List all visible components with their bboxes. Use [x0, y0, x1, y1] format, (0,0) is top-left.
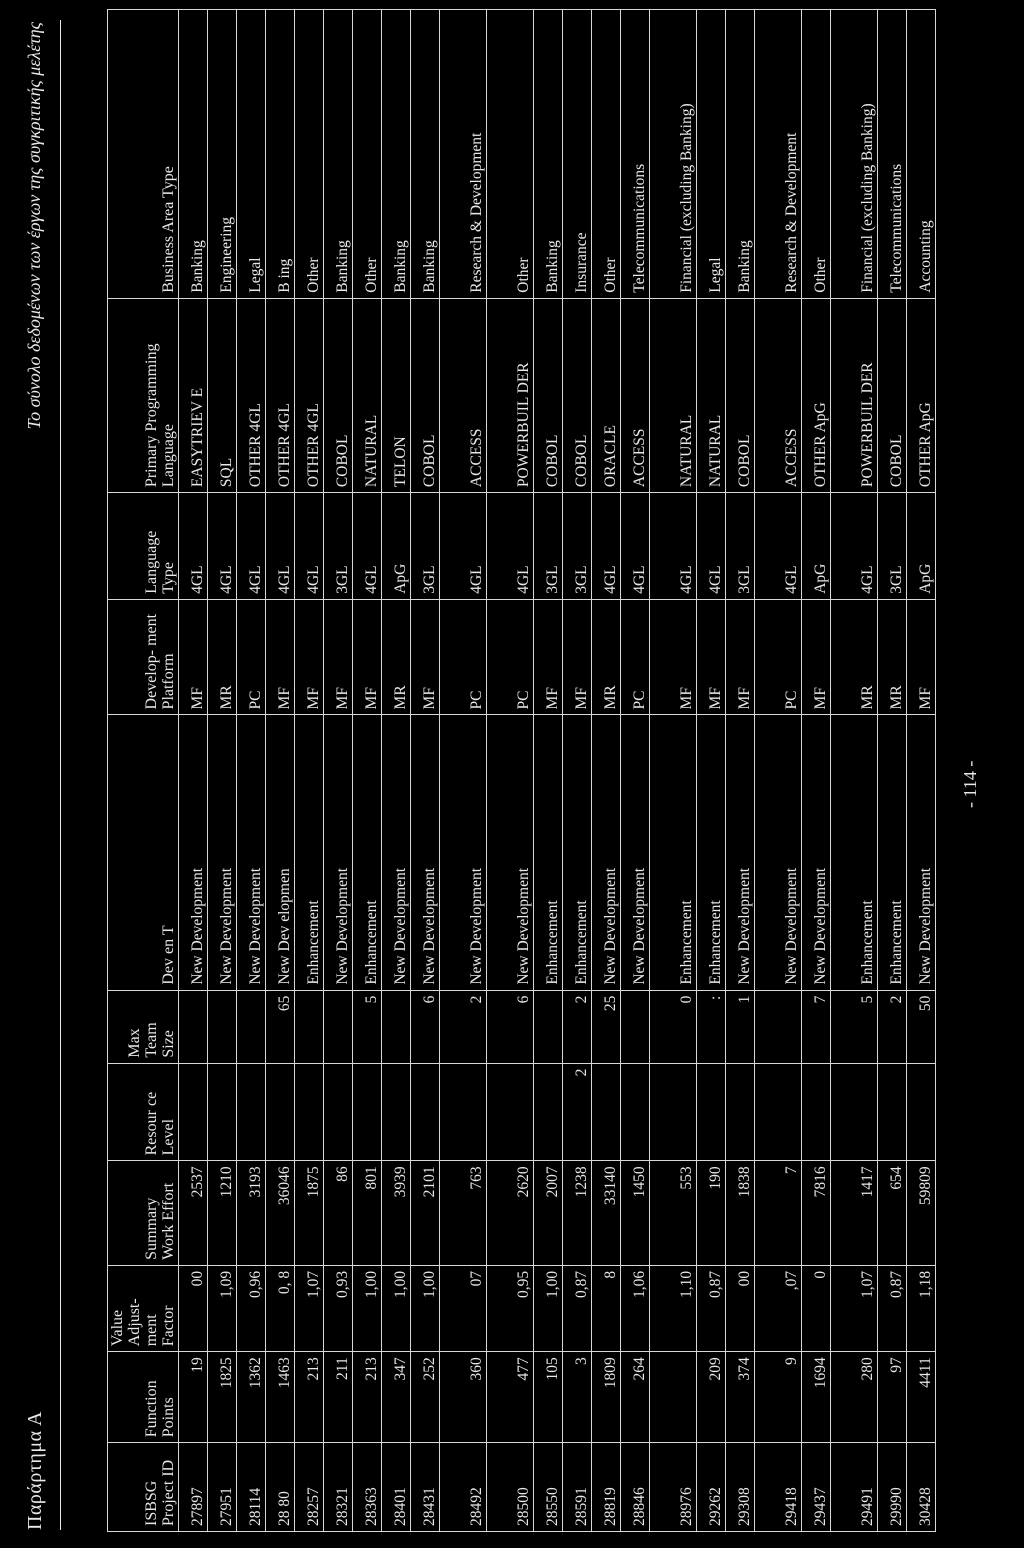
table-cell: Enhancement: [534, 715, 563, 990]
table-cell: Insurance: [563, 10, 592, 299]
table-cell: ACCESS: [440, 298, 487, 492]
table-cell: 4GL: [266, 493, 295, 600]
table-cell: 1,00: [411, 1265, 440, 1351]
table-cell: 30428: [907, 1443, 936, 1532]
table-cell: 190: [697, 1161, 726, 1265]
table-cell: [878, 1063, 907, 1161]
table-cell: MF: [650, 599, 697, 715]
table-row: [563, 10, 592, 1532]
table-cell: New Dev elopmen: [266, 715, 295, 990]
table-cell: Banking: [382, 10, 411, 299]
table-cell: New Development: [208, 715, 237, 990]
table-cell: PC: [621, 599, 650, 715]
table-cell: 1,07: [831, 1265, 878, 1351]
table-cell: 4GL: [592, 493, 621, 600]
table-cell: 2: [440, 990, 487, 1063]
table-cell: 1,00: [534, 1265, 563, 1351]
table-cell: 2: [878, 990, 907, 1063]
table-cell: New Development: [382, 715, 411, 990]
table-row: [295, 10, 324, 1532]
table-cell: 4GL: [650, 493, 697, 600]
table-cell: COBOL: [411, 298, 440, 492]
table-cell: Accounting: [907, 10, 936, 299]
dataset-caption: Το σύνολο δεδομένων των έργων της συγκριτικής μελέτης: [24, 22, 44, 430]
table-cell: Other: [802, 10, 831, 299]
table-cell: ,07: [755, 1265, 802, 1351]
table-cell: 28819: [592, 1443, 621, 1532]
table-cell: 3GL: [563, 493, 592, 600]
table-cell: COBOL: [324, 298, 353, 492]
table-cell: 1417: [831, 1161, 878, 1265]
col-header: Language Type: [108, 493, 179, 600]
table-cell: New Development: [411, 715, 440, 990]
table-cell: PC: [237, 599, 266, 715]
table-cell: COBOL: [563, 298, 592, 492]
table-cell: 763: [440, 1161, 487, 1265]
table-cell: [237, 990, 266, 1063]
table-cell: 4GL: [237, 493, 266, 600]
table-cell: MF: [353, 599, 382, 715]
table-cell: 209: [697, 1352, 726, 1443]
table-cell: [411, 1063, 440, 1161]
table-row: [487, 10, 534, 1532]
table-cell: TELON: [382, 298, 411, 492]
table-cell: 6: [487, 990, 534, 1063]
table-cell: 801: [353, 1161, 382, 1265]
table-cell: 0,96: [237, 1265, 266, 1351]
table-cell: [831, 1063, 878, 1161]
table-cell: [907, 1063, 936, 1161]
table-cell: New Development: [802, 715, 831, 990]
table-cell: New Development: [440, 715, 487, 990]
table-cell: 1825: [208, 1352, 237, 1443]
table-row: [266, 10, 295, 1532]
table-cell: 3939: [382, 1161, 411, 1265]
table-cell: 1463: [266, 1352, 295, 1443]
table-cell: New Development: [755, 715, 802, 990]
table-cell: Other: [592, 10, 621, 299]
table-row: [382, 10, 411, 1532]
table-cell: 0,87: [563, 1265, 592, 1351]
appendix-title: Παράρτημα Α: [24, 1411, 46, 1530]
table-cell: 553: [650, 1161, 697, 1265]
table-cell: 1450: [621, 1161, 650, 1265]
table-cell: Banking: [534, 10, 563, 299]
table-cell: New Development: [324, 715, 353, 990]
table-cell: [697, 1063, 726, 1161]
table-cell: MF: [324, 599, 353, 715]
col-header: Max Team Size: [108, 990, 179, 1063]
table-cell: 4GL: [755, 493, 802, 600]
table-cell: 2007: [534, 1161, 563, 1265]
table-cell: Legal: [697, 10, 726, 299]
table-row: [411, 10, 440, 1532]
table-cell: MF: [179, 599, 208, 715]
table-cell: 1838: [726, 1161, 755, 1265]
table-cell: 654: [878, 1161, 907, 1265]
table-cell: PC: [440, 599, 487, 715]
table-cell: Financial (excluding Banking): [831, 10, 878, 299]
table-cell: 19: [179, 1352, 208, 1443]
table-cell: MR: [592, 599, 621, 715]
table-cell: ApG: [802, 493, 831, 600]
table-cell: MR: [382, 599, 411, 715]
table-cell: ApG: [907, 493, 936, 600]
table-cell: 4GL: [208, 493, 237, 600]
table-cell: [650, 1352, 697, 1443]
table-cell: ORACLE: [592, 298, 621, 492]
table-cell: Research & Development: [755, 10, 802, 299]
table-cell: 252: [411, 1352, 440, 1443]
table-cell: New Development: [179, 715, 208, 990]
table-cell: Financial (excluding Banking): [650, 10, 697, 299]
table-cell: NATURAL: [353, 298, 382, 492]
table-cell: 0, 8: [266, 1265, 295, 1351]
table-cell: 6: [411, 990, 440, 1063]
table-cell: 28 80: [266, 1443, 295, 1532]
table-cell: 29491: [831, 1443, 878, 1532]
table-cell: 59809: [907, 1161, 936, 1265]
table-cell: [534, 990, 563, 1063]
table-cell: Enhancement: [697, 715, 726, 990]
table-cell: 3: [563, 1352, 592, 1443]
table-row: [179, 10, 208, 1532]
table-cell: 2101: [411, 1161, 440, 1265]
table-cell: [440, 1063, 487, 1161]
table-cell: 50: [907, 990, 936, 1063]
table-cell: 4411: [907, 1352, 936, 1443]
table-cell: NATURAL: [697, 298, 726, 492]
table-cell: 2537: [179, 1161, 208, 1265]
table-cell: 28550: [534, 1443, 563, 1532]
table-cell: 28363: [353, 1443, 382, 1532]
table-cell: New Development: [237, 715, 266, 990]
table-cell: 280: [831, 1352, 878, 1443]
table-cell: OTHER ApG: [802, 298, 831, 492]
table-cell: [650, 1063, 697, 1161]
table-cell: MF: [295, 599, 324, 715]
table-cell: 0,93: [324, 1265, 353, 1351]
table-cell: 1,09: [208, 1265, 237, 1351]
table-header-row: [108, 10, 179, 1532]
table-cell: 1809: [592, 1352, 621, 1443]
table-row: [802, 10, 831, 1532]
col-header: Business Area Type: [108, 10, 179, 299]
table-cell: Telecommunications: [878, 10, 907, 299]
table-cell: 4GL: [440, 493, 487, 600]
table-cell: Other: [353, 10, 382, 299]
table-cell: New Development: [621, 715, 650, 990]
table-cell: Banking: [179, 10, 208, 299]
projects-table: [107, 9, 936, 1532]
table-cell: 1: [726, 990, 755, 1063]
table-cell: [179, 1063, 208, 1161]
table-cell: New Development: [592, 715, 621, 990]
table-cell: Enhancement: [650, 715, 697, 990]
table-cell: NATURAL: [650, 298, 697, 492]
table-cell: [755, 1063, 802, 1161]
table-cell: [295, 1063, 324, 1161]
table-cell: 28976: [650, 1443, 697, 1532]
table-cell: Legal: [237, 10, 266, 299]
table-row: [878, 10, 907, 1532]
table-cell: MF: [726, 599, 755, 715]
table-cell: 29418: [755, 1443, 802, 1532]
table-cell: MF: [907, 599, 936, 715]
table-cell: 2620: [487, 1161, 534, 1265]
table-cell: Enhancement: [878, 715, 907, 990]
table-cell: 27897: [179, 1443, 208, 1532]
table-cell: 28114: [237, 1443, 266, 1532]
table-cell: 3GL: [878, 493, 907, 600]
table-cell: [755, 990, 802, 1063]
table-cell: 4GL: [179, 493, 208, 600]
table-cell: PC: [755, 599, 802, 715]
table-cell: [324, 990, 353, 1063]
table-cell: [592, 1063, 621, 1161]
table-cell: 33140: [592, 1161, 621, 1265]
table-cell: OTHER 4GL: [295, 298, 324, 492]
table-cell: MF: [802, 599, 831, 715]
col-header: Summary Work Effort: [108, 1161, 179, 1265]
table-cell: 7816: [802, 1161, 831, 1265]
table-cell: 7: [755, 1161, 802, 1265]
header-rule: [60, 20, 61, 1530]
table-cell: MF: [534, 599, 563, 715]
table-cell: [621, 990, 650, 1063]
table-cell: New Development: [907, 715, 936, 990]
table-row: [726, 10, 755, 1532]
table-cell: [324, 1063, 353, 1161]
table-cell: 28846: [621, 1443, 650, 1532]
table-cell: 4GL: [621, 493, 650, 600]
table-cell: Telecommunications: [621, 10, 650, 299]
table-cell: COBOL: [534, 298, 563, 492]
table-cell: 28591: [563, 1443, 592, 1532]
table-cell: MF: [697, 599, 726, 715]
table-cell: New Development: [726, 715, 755, 990]
table-row: [534, 10, 563, 1532]
table-cell: [295, 990, 324, 1063]
table-cell: 2: [563, 990, 592, 1063]
table-row: [907, 10, 936, 1532]
table-cell: 29437: [802, 1443, 831, 1532]
table-cell: [621, 1063, 650, 1161]
table-cell: 28321: [324, 1443, 353, 1532]
table-cell: 4GL: [697, 493, 726, 600]
table-cell: Enhancement: [831, 715, 878, 990]
table-cell: [487, 1063, 534, 1161]
table-cell: 5: [831, 990, 878, 1063]
table-cell: MR: [208, 599, 237, 715]
col-header: ISBSG Project ID: [108, 1443, 179, 1532]
table-cell: 29262: [697, 1443, 726, 1532]
table-cell: 07: [440, 1265, 487, 1351]
table-cell: New Development: [487, 715, 534, 990]
table-cell: 28431: [411, 1443, 440, 1532]
table-cell: MF: [411, 599, 440, 715]
table-cell: [534, 1063, 563, 1161]
table-cell: 1,00: [353, 1265, 382, 1351]
table-cell: POWERBUIL DER: [831, 298, 878, 492]
table-cell: OTHER 4GL: [237, 298, 266, 492]
table-cell: 213: [353, 1352, 382, 1443]
table-cell: [382, 1063, 411, 1161]
table-cell: COBOL: [726, 298, 755, 492]
table-cell: OTHER 4GL: [266, 298, 295, 492]
table-cell: 4GL: [353, 493, 382, 600]
table-cell: 29308: [726, 1443, 755, 1532]
table-cell: Enhancement: [353, 715, 382, 990]
table-cell: Banking: [726, 10, 755, 299]
table-cell: [802, 1063, 831, 1161]
table-cell: 3GL: [534, 493, 563, 600]
table-cell: 4GL: [295, 493, 324, 600]
table-cell: 00: [726, 1265, 755, 1351]
table-cell: ApG: [382, 493, 411, 600]
table-cell: ACCESS: [621, 298, 650, 492]
table-cell: 97: [878, 1352, 907, 1443]
table-cell: B ing: [266, 10, 295, 299]
table-cell: 65: [266, 990, 295, 1063]
table-row: [208, 10, 237, 1532]
table-cell: 28500: [487, 1443, 534, 1532]
table-cell: 3GL: [324, 493, 353, 600]
table-cell: MF: [563, 599, 592, 715]
table-cell: Banking: [411, 10, 440, 299]
table-cell: EASYTRIEV E: [179, 298, 208, 492]
table-row: [831, 10, 878, 1532]
table-cell: 2: [563, 1063, 592, 1161]
table-cell: 211: [324, 1352, 353, 1443]
col-header: Dev en T: [108, 715, 179, 990]
table-cell: 347: [382, 1352, 411, 1443]
table-row: [697, 10, 726, 1532]
table-cell: Banking: [324, 10, 353, 299]
table-cell: SQL: [208, 298, 237, 492]
table-cell: 3193: [237, 1161, 266, 1265]
table-row: [621, 10, 650, 1532]
table-row: [353, 10, 382, 1532]
table-row: [440, 10, 487, 1532]
table-cell: [208, 1063, 237, 1161]
table-cell: 27951: [208, 1443, 237, 1532]
table-cell: 1,10: [650, 1265, 697, 1351]
table-cell: 0,87: [697, 1265, 726, 1351]
table-cell: :: [697, 990, 726, 1063]
table-cell: 1238: [563, 1161, 592, 1265]
table-cell: [237, 1063, 266, 1161]
table-cell: 0: [802, 1265, 831, 1351]
table-cell: 1,18: [907, 1265, 936, 1351]
table-cell: ACCESS: [755, 298, 802, 492]
table-cell: [726, 1063, 755, 1161]
table-cell: 1362: [237, 1352, 266, 1443]
table-cell: 00: [179, 1265, 208, 1351]
table-row: [237, 10, 266, 1532]
table-cell: Engineering: [208, 10, 237, 299]
table-cell: 360: [440, 1352, 487, 1443]
table-cell: 105: [534, 1352, 563, 1443]
table-cell: 1875: [295, 1161, 324, 1265]
table-cell: MF: [266, 599, 295, 715]
table-cell: Other: [487, 10, 534, 299]
table-cell: [353, 1063, 382, 1161]
table-cell: [382, 990, 411, 1063]
table-cell: 1,07: [295, 1265, 324, 1351]
col-header: Function Points: [108, 1352, 179, 1443]
table-cell: COBOL: [878, 298, 907, 492]
table-cell: 1694: [802, 1352, 831, 1443]
col-header: Primary Programming Language: [108, 298, 179, 492]
table-row: [650, 10, 697, 1532]
table-cell: 86: [324, 1161, 353, 1265]
col-header: Resour ce Level: [108, 1063, 179, 1161]
table-row: [592, 10, 621, 1532]
table-cell: 28401: [382, 1443, 411, 1532]
table-cell: Enhancement: [295, 715, 324, 990]
table-cell: 28492: [440, 1443, 487, 1532]
table-cell: 9: [755, 1352, 802, 1443]
table-cell: 5: [353, 990, 382, 1063]
table-cell: 0,95: [487, 1265, 534, 1351]
table-cell: OTHER ApG: [907, 298, 936, 492]
page-number: - 114 -: [960, 760, 980, 808]
table-cell: 28257: [295, 1443, 324, 1532]
col-header: Develop- ment Platform: [108, 599, 179, 715]
table-cell: PC: [487, 599, 534, 715]
table-cell: 374: [726, 1352, 755, 1443]
table-cell: POWERBUIL DER: [487, 298, 534, 492]
table-cell: [266, 1063, 295, 1161]
table-cell: 213: [295, 1352, 324, 1443]
table-cell: Other: [295, 10, 324, 299]
table-row: [324, 10, 353, 1532]
table-cell: Enhancement: [563, 715, 592, 990]
table-cell: [208, 990, 237, 1063]
table-cell: 3GL: [411, 493, 440, 600]
table-cell: [179, 990, 208, 1063]
table-cell: 1,00: [382, 1265, 411, 1351]
table-cell: 4GL: [831, 493, 878, 600]
table-cell: 4GL: [487, 493, 534, 600]
table-cell: 7: [802, 990, 831, 1063]
table-cell: 3GL: [726, 493, 755, 600]
table-row: [755, 10, 802, 1532]
col-header: Value Adjust- ment Factor: [108, 1265, 179, 1351]
table-cell: 8: [592, 1265, 621, 1351]
table-cell: 29990: [878, 1443, 907, 1532]
table-cell: 477: [487, 1352, 534, 1443]
table-cell: 1210: [208, 1161, 237, 1265]
table-cell: 0: [650, 990, 697, 1063]
table-cell: 36046: [266, 1161, 295, 1265]
table-cell: 0,87: [878, 1265, 907, 1351]
table-cell: MR: [878, 599, 907, 715]
table-cell: MR: [831, 599, 878, 715]
table-cell: 1,06: [621, 1265, 650, 1351]
table-cell: 25: [592, 990, 621, 1063]
table-cell: 264: [621, 1352, 650, 1443]
table-cell: Research & Development: [440, 10, 487, 299]
